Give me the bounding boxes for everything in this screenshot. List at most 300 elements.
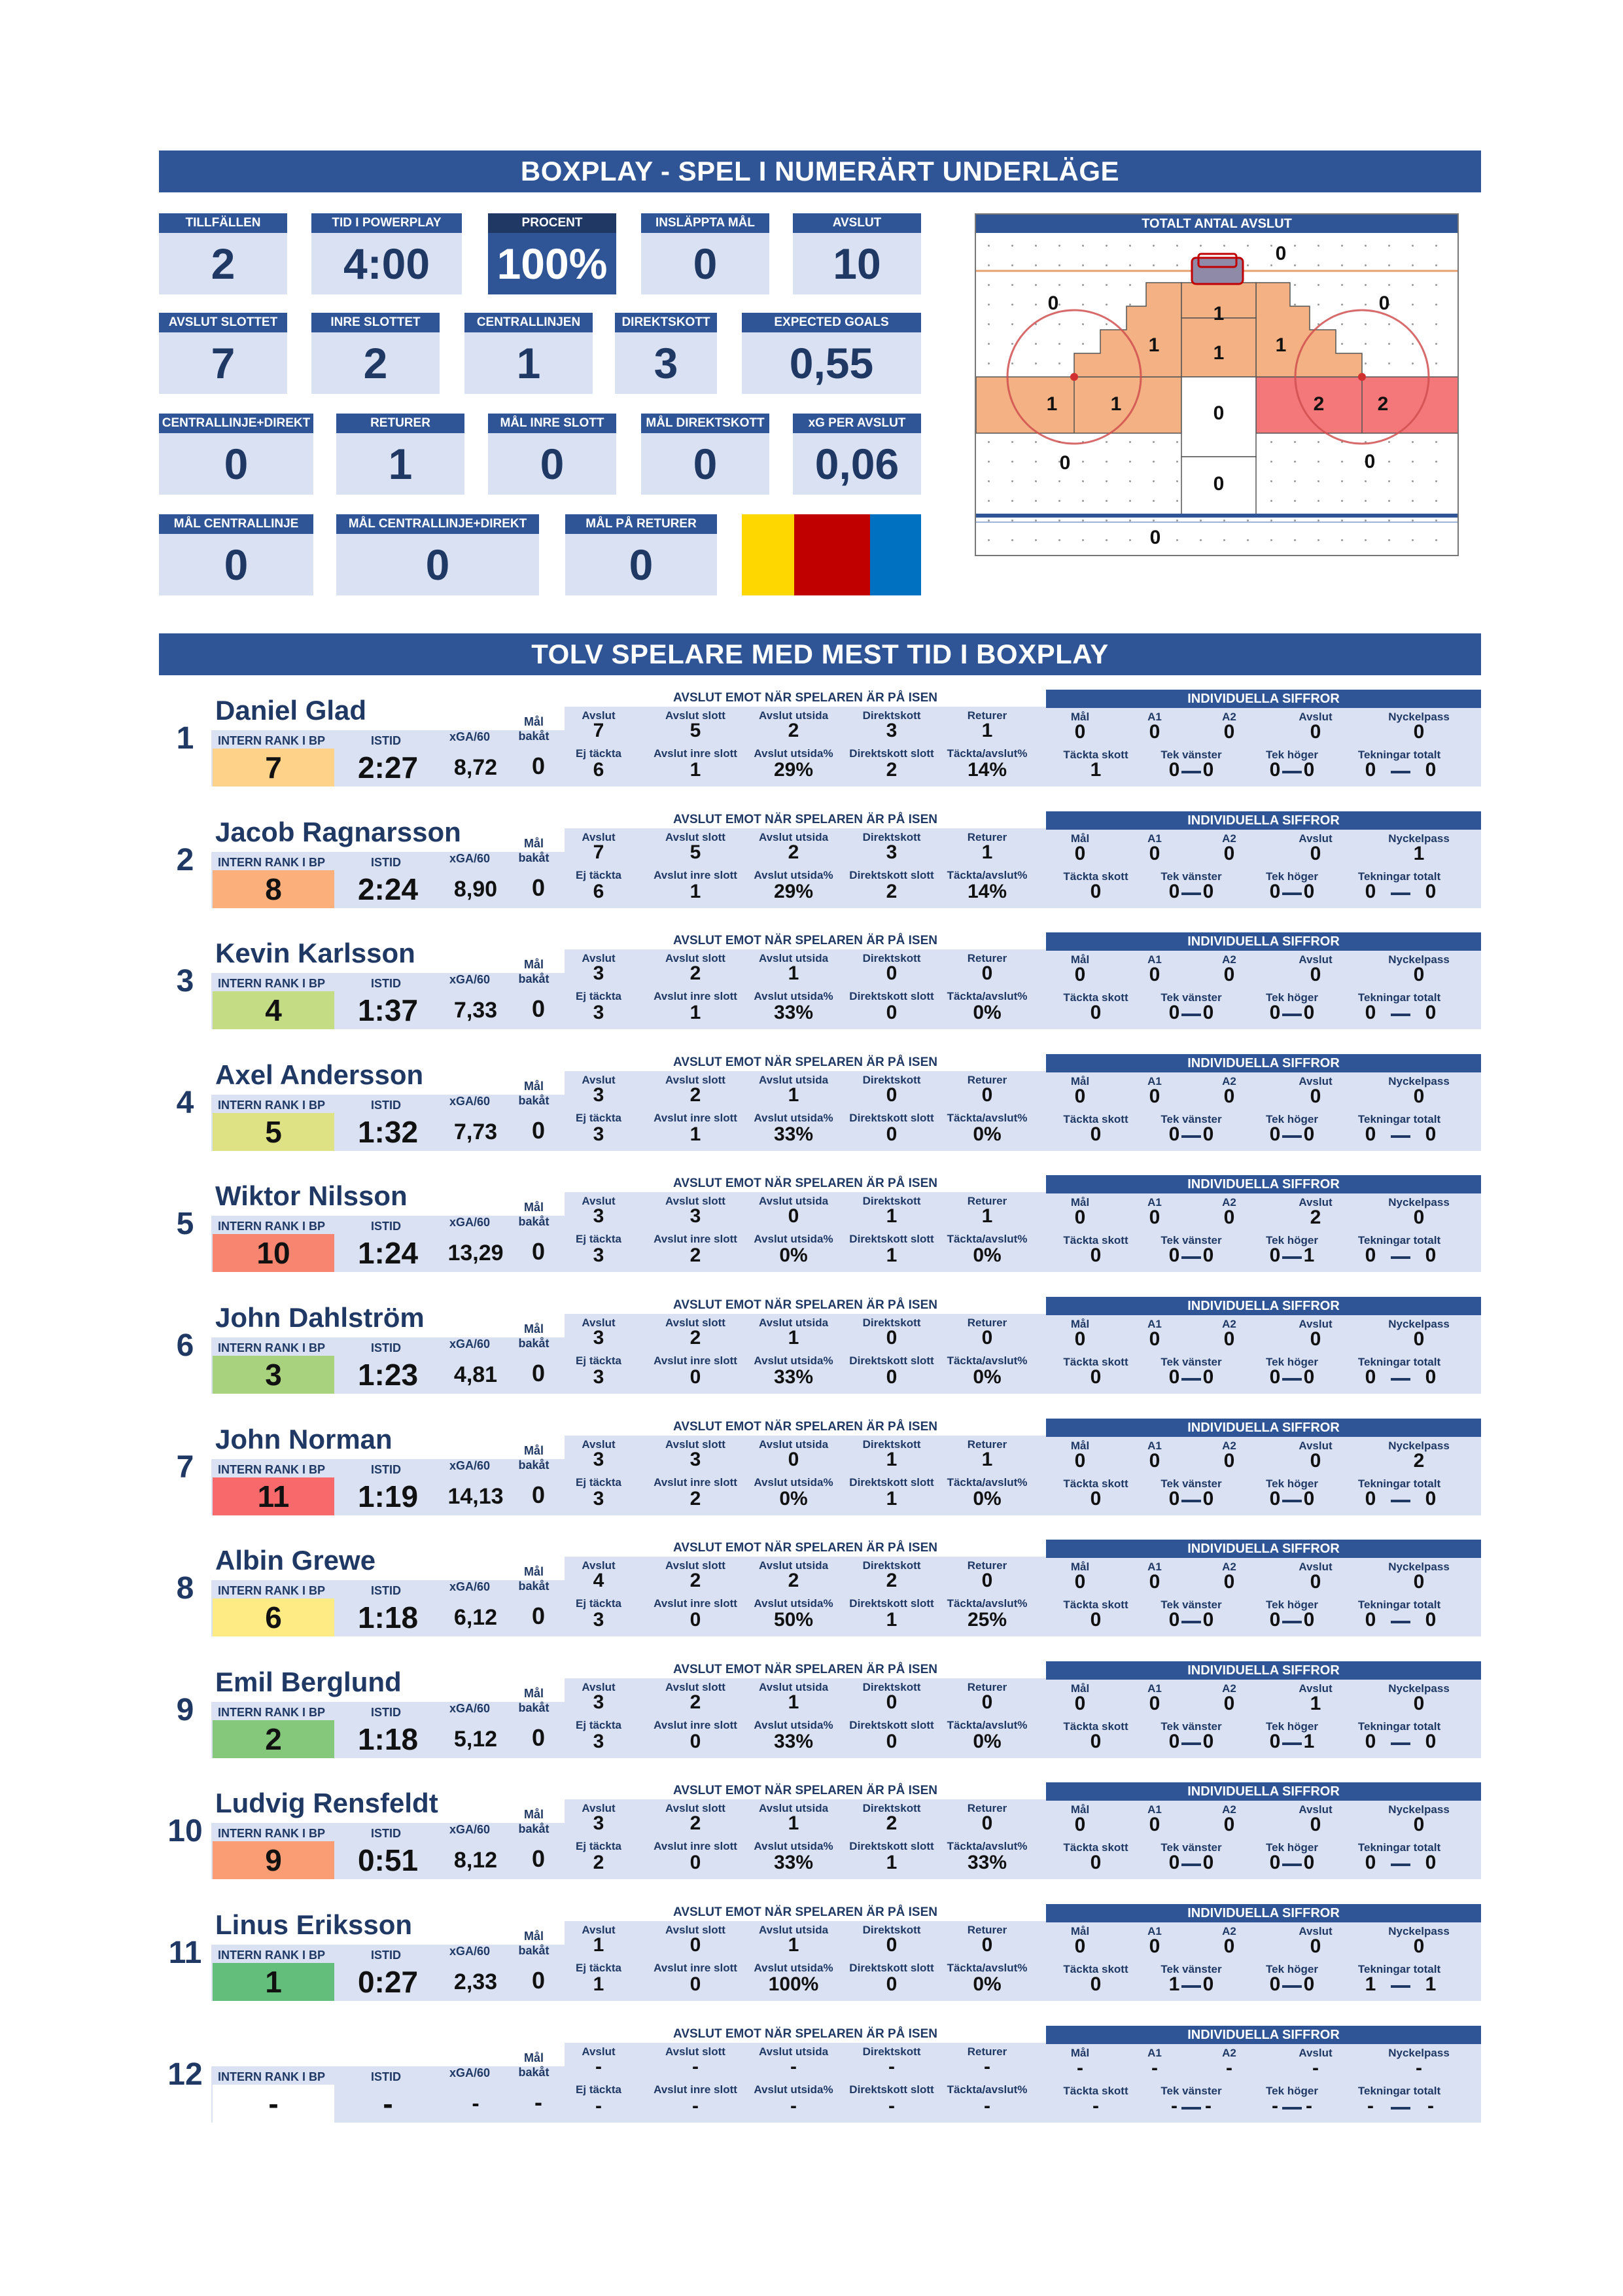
faceoff-dash	[1181, 1135, 1201, 1138]
individual-label: A1	[1147, 1803, 1162, 1816]
individual-value: 0	[1149, 721, 1161, 743]
shots-value: 29%	[773, 881, 814, 902]
faceoff-value: 0	[1365, 1609, 1376, 1631]
faceoff-value: 0	[1269, 1123, 1281, 1145]
faceoff-value: 0	[1425, 1731, 1437, 1752]
shots-label: Ej täckta	[576, 1112, 621, 1124]
zone-slot-center: 1	[1213, 342, 1225, 364]
faceoff-dash	[1391, 1135, 1410, 1138]
faceoff-dash	[1391, 771, 1410, 773]
shots-value: -	[790, 2095, 797, 2117]
shots-label: Täckta/avslut%	[947, 1354, 1028, 1367]
stat-value: 2	[363, 339, 388, 387]
rank-cell: 10	[213, 1234, 334, 1272]
shots-value: 1	[788, 963, 799, 984]
shots-value: 1	[689, 1002, 701, 1023]
individual-value: 0	[1223, 1935, 1235, 1957]
individual-label: Avslut	[1299, 1075, 1333, 1087]
shots-label: Avslut	[582, 709, 616, 722]
xga60-value: -	[472, 2091, 480, 2116]
shots-label: Avslut slott	[665, 2045, 725, 2058]
rink-title: TOTALT ANTAL AVSLUT	[976, 215, 1457, 233]
rank-label: INTERN RANK I BP	[218, 1827, 326, 1840]
shots-value: 2	[886, 1812, 898, 1834]
individual-label: Tek vänster	[1161, 1598, 1222, 1611]
individual-label: Tekningar totalt	[1357, 1598, 1441, 1611]
shots-value: 1	[689, 1123, 701, 1145]
shots-label: Returer	[967, 1559, 1007, 1572]
rank-label: INTERN RANK I BP	[218, 1949, 326, 1962]
individual-box	[1046, 690, 1481, 786]
shots-label: Direktskott	[862, 1195, 921, 1207]
faceoff-value: 0	[1202, 1488, 1214, 1510]
stat-value: 0	[224, 440, 249, 488]
flag-stripe-blue	[870, 514, 921, 595]
shots-label: Direktskott	[862, 831, 921, 843]
shots-value: 33%	[967, 1852, 1007, 1873]
shots-value: 1	[981, 841, 993, 863]
shots-value: 1	[886, 1449, 898, 1470]
tackta-skott-value: 0	[1090, 1852, 1102, 1873]
xga60-value: 13,29	[447, 1241, 504, 1265]
faceoff-value: 0	[1303, 1973, 1315, 1995]
stat-value: 0	[693, 440, 718, 488]
shots-label: Avslut utsida	[758, 709, 829, 722]
shots-value: 0	[886, 1691, 898, 1713]
shots-value: 0	[689, 1973, 701, 1995]
individual-label: A2	[1222, 1803, 1236, 1816]
shots-against-box	[565, 2026, 1046, 2123]
faceoff-value: 0	[1303, 1123, 1315, 1145]
shots-label: Avslut inre slott	[654, 869, 737, 881]
shots-value: 1	[981, 1449, 993, 1470]
shots-label: Täckta/avslut%	[947, 747, 1028, 760]
zone-right-circle-in: 2	[1313, 393, 1325, 415]
shots-value: 0	[689, 1609, 701, 1631]
stat-value: 0	[540, 440, 565, 488]
shots-label: Ej täckta	[576, 1719, 621, 1731]
stat-returer	[336, 414, 464, 495]
istid-label: ISTID	[371, 1949, 402, 1962]
shots-against-box	[565, 1175, 1046, 1272]
player-name: Emil Berglund	[215, 1667, 402, 1697]
individual-label: A1	[1147, 1075, 1162, 1087]
faceoff-value: 0	[1425, 1852, 1437, 1873]
shots-value: -	[790, 2056, 797, 2077]
individual-title: INDIVIDUELLA SIFFROR	[1046, 2026, 1481, 2044]
individual-box	[1046, 1661, 1481, 1758]
shots-label: Avslut utsida%	[754, 1597, 833, 1610]
faceoff-value: 1	[1303, 1731, 1315, 1752]
faceoff-value: 0	[1425, 1123, 1437, 1145]
stat-label: TILLFÄLLEN	[159, 213, 287, 233]
faceoff-value: 0	[1365, 1245, 1376, 1266]
shots-label: Avslut utsida	[758, 1924, 829, 1936]
zone-right-corner: 0	[1378, 292, 1390, 314]
individual-label: Mål	[1070, 1439, 1090, 1452]
individual-value: 0	[1074, 1693, 1086, 1714]
stat-centrallinjen	[464, 313, 593, 394]
shots-against-box	[565, 1540, 1046, 1636]
shots-label: Avslut utsida%	[754, 1840, 833, 1852]
individual-value: 0	[1223, 1086, 1235, 1107]
shots-against-box	[565, 1419, 1046, 1515]
xga60-label: xGA/60	[449, 1702, 491, 1715]
shots-label: Avslut slott	[665, 952, 725, 964]
individual-value: 0	[1413, 1086, 1425, 1107]
istid-label: ISTID	[371, 1220, 402, 1233]
individual-label: Täckta skott	[1063, 1963, 1128, 1975]
stat-tid-powerplay	[311, 213, 462, 294]
shots-value: 7	[593, 720, 604, 741]
individual-label: A2	[1222, 832, 1236, 845]
player-number: 4	[176, 1085, 194, 1120]
shots-label: Avslut slott	[665, 709, 725, 722]
individual-label: Nyckelpass	[1388, 711, 1450, 723]
stat-value: 0	[224, 540, 249, 589]
mal-bakat-label: Mål bakåt	[518, 1687, 550, 1714]
stat-mal-returer	[565, 514, 717, 595]
istid-value: 2:27	[357, 751, 419, 785]
shots-label: Täckta/avslut%	[947, 1112, 1028, 1124]
shots-value: -	[984, 2056, 990, 2077]
individual-label: Tekningar totalt	[1357, 991, 1441, 1004]
istid-label: ISTID	[371, 977, 402, 990]
individual-label: Täckta skott	[1063, 870, 1128, 883]
faceoff-value: 0	[1425, 1488, 1437, 1510]
stat-value: 10	[833, 239, 881, 288]
shots-value: 2	[788, 720, 799, 741]
mal-bakat-label: Mål bakåt	[518, 837, 550, 864]
shots-label: Returer	[967, 709, 1007, 722]
shots-label: Ej täckta	[576, 1597, 621, 1610]
individual-value: 0	[1149, 1328, 1161, 1350]
shots-label: Direktskott	[862, 1681, 921, 1693]
rank-label: INTERN RANK I BP	[218, 1220, 326, 1233]
istid-value: 1:24	[357, 1236, 419, 1270]
shots-label: Avslut inre slott	[654, 1354, 737, 1367]
tackta-skott-value: 0	[1090, 1973, 1102, 1995]
stat-value: 4:00	[343, 239, 430, 288]
individual-title: INDIVIDUELLA SIFFROR	[1046, 1297, 1481, 1315]
faceoff-dash	[1282, 1985, 1302, 1988]
faceoff-dash	[1181, 1378, 1201, 1381]
istid-label: ISTID	[371, 1463, 402, 1476]
shots-against-title: AVSLUT EMOT NÄR SPELAREN ÄR PÅ ISEN	[565, 1540, 1046, 1557]
shots-label: Avslut utsida	[758, 1681, 829, 1693]
shots-label: Avslut slott	[665, 1924, 725, 1936]
shots-value: 1	[788, 1327, 799, 1349]
faceoff-value: 0	[1303, 881, 1315, 902]
player-name: John Norman	[215, 1424, 393, 1455]
shots-value: 3	[689, 1205, 701, 1227]
player-number: 12	[167, 2057, 203, 2092]
player-number: 3	[176, 963, 194, 998]
individual-label: Tekningar totalt	[1357, 1841, 1441, 1854]
stat-mal-centrallinje-direkt	[336, 514, 539, 595]
individual-label: A2	[1222, 953, 1236, 966]
shots-label: Avslut utsida%	[754, 1962, 833, 1974]
mal-bakat-value: 0	[531, 1602, 546, 1629]
individual-value: 1	[1413, 843, 1425, 864]
shots-value: 0%	[973, 1973, 1002, 1995]
faceoff-dash	[1391, 1256, 1410, 1259]
shots-value: 1	[886, 1488, 898, 1510]
shots-value: 0	[689, 1934, 701, 1956]
stat-label: MÅL DIREKTSKOTT	[641, 414, 769, 433]
shots-value: 5	[689, 841, 701, 863]
shots-label: Avslut utsida%	[754, 1233, 833, 1245]
stat-value: 0	[693, 239, 718, 288]
zone-left-point: 0	[1059, 452, 1071, 474]
faceoff-value: 1	[1365, 1973, 1376, 1995]
shots-value: 2	[689, 1570, 701, 1591]
faceoff-value: 0	[1168, 1731, 1180, 1752]
xga60-label: xGA/60	[449, 730, 491, 743]
tackta-skott-value: 0	[1090, 1731, 1102, 1752]
mal-bakat-value: 0	[531, 1724, 546, 1751]
shots-label: Avslut utsida%	[754, 990, 833, 1002]
individual-value: -	[1226, 2057, 1232, 2079]
faceoff-dash	[1391, 892, 1410, 895]
individual-label: A1	[1147, 832, 1162, 845]
individual-title: INDIVIDUELLA SIFFROR	[1046, 1782, 1481, 1801]
shots-value: 0	[886, 963, 898, 984]
faceoff-value: 0	[1168, 1123, 1180, 1145]
shots-value: 0%	[973, 1123, 1002, 1145]
shots-label: Avslut	[582, 1681, 616, 1693]
individual-label: A1	[1147, 1196, 1162, 1209]
shots-value: 0%	[973, 1731, 1002, 1752]
faceoff-value: 0	[1202, 1973, 1214, 1995]
individual-label: Avslut	[1299, 2047, 1333, 2059]
faceoff-value: 0	[1303, 1488, 1315, 1510]
stat-label: MÅL CENTRALLINJE	[159, 514, 313, 534]
rank-cell: 11	[213, 1477, 334, 1515]
shots-value: 1	[886, 1852, 898, 1873]
shots-value: 33%	[773, 1852, 814, 1873]
shots-value: 0	[981, 963, 993, 984]
shots-value: 0	[886, 1084, 898, 1106]
faceoff-dash	[1181, 1500, 1201, 1502]
individual-label: Nyckelpass	[1388, 832, 1450, 845]
faceoff-value: 0	[1303, 1609, 1315, 1631]
shots-value: 1	[788, 1084, 799, 1106]
mal-bakat-value: 0	[531, 1481, 546, 1508]
shots-value: 1	[886, 1245, 898, 1266]
tackta-skott-value: 0	[1090, 1609, 1102, 1631]
faceoff-value: 0	[1269, 1973, 1281, 1995]
faceoff-value: 0	[1168, 1002, 1180, 1023]
individual-label: Avslut	[1299, 832, 1333, 845]
individual-value: 0	[1074, 1207, 1086, 1228]
shots-against-title: AVSLUT EMOT NÄR SPELAREN ÄR PÅ ISEN	[565, 690, 1046, 707]
shots-value: 0	[886, 1973, 898, 1995]
istid-label: ISTID	[371, 1584, 402, 1597]
shots-label: Avslut	[582, 2045, 616, 2058]
faceoff-value: 0	[1202, 1731, 1214, 1752]
shots-label: Täckta/avslut%	[947, 869, 1028, 881]
shots-label: Avslut slott	[665, 1316, 725, 1329]
shots-value: 0%	[973, 1245, 1002, 1266]
xga60-value: 7,33	[453, 998, 498, 1023]
individual-label: Avslut	[1299, 1803, 1333, 1816]
individual-value: 0	[1074, 1086, 1086, 1107]
individual-value: 0	[1413, 964, 1425, 985]
individual-label: Mål	[1070, 711, 1090, 723]
stat-value: 0	[629, 540, 654, 589]
individual-value: 0	[1074, 1328, 1086, 1350]
tackta-skott-value: 1	[1090, 759, 1102, 781]
individual-title: INDIVIDUELLA SIFFROR	[1046, 1175, 1481, 1193]
stat-xg-per-avslut	[793, 414, 921, 495]
shots-label: Ej täckta	[576, 1476, 621, 1489]
shots-value: 0%	[779, 1245, 808, 1266]
faceoff-dash	[1282, 1135, 1302, 1138]
shots-value: 3	[886, 720, 898, 741]
flag-stripe-yellow	[742, 514, 794, 595]
individual-value: 0	[1149, 1935, 1161, 1957]
individual-label: A1	[1147, 1682, 1162, 1695]
shots-label: Avslut inre slott	[654, 2083, 737, 2096]
individual-label: Tek vänster	[1161, 1841, 1222, 1854]
shots-label: Avslut	[582, 1438, 616, 1451]
faceoff-dash	[1391, 1500, 1410, 1502]
shots-value: 1	[981, 720, 993, 741]
xga60-label: xGA/60	[449, 1823, 491, 1836]
shots-value: 0	[981, 1327, 993, 1349]
xga60-label: xGA/60	[449, 852, 491, 865]
xga60-label: xGA/60	[449, 1216, 491, 1229]
stat-mal-centrallinje	[159, 514, 313, 595]
shots-against-title: AVSLUT EMOT NÄR SPELAREN ÄR PÅ ISEN	[565, 932, 1046, 949]
individual-value: 0	[1074, 1814, 1086, 1835]
mal-bakat-value: 0	[531, 874, 546, 901]
shots-value: 0	[981, 1691, 993, 1713]
faceoff-dash	[1282, 1256, 1302, 1259]
rank-label: INTERN RANK I BP	[218, 977, 326, 990]
shots-value: 3	[593, 1691, 604, 1713]
individual-value: 0	[1223, 721, 1235, 743]
individual-value: 0	[1310, 1571, 1321, 1593]
individual-box	[1046, 1782, 1481, 1879]
shots-value: 6	[593, 881, 604, 902]
shots-label: Avslut utsida%	[754, 1476, 833, 1489]
faceoff-dash	[1391, 1621, 1410, 1623]
shots-label: Täckta/avslut%	[947, 1840, 1028, 1852]
faceoff-value: 0	[1168, 1245, 1180, 1266]
shots-label: Avslut utsida	[758, 952, 829, 964]
individual-label: Tekningar totalt	[1357, 1234, 1441, 1246]
individual-value: -	[1416, 2057, 1422, 2079]
faceoff-value: -	[1171, 2095, 1178, 2117]
faceoff-value: 0	[1303, 1002, 1315, 1023]
shots-value: 0%	[973, 1366, 1002, 1388]
player-row	[159, 1782, 1481, 1879]
xga60-label: xGA/60	[449, 973, 491, 986]
shots-label: Direktskott slott	[849, 1597, 934, 1610]
individual-value: 0	[1413, 1207, 1425, 1228]
shots-label: Avslut utsida	[758, 1316, 829, 1329]
faceoff-dash	[1181, 1742, 1201, 1745]
player-row	[159, 1661, 1481, 1758]
shots-value: 2	[689, 963, 701, 984]
individual-value: 0	[1074, 1450, 1086, 1472]
individual-value: 0	[1149, 843, 1161, 864]
player-name: Linus Eriksson	[215, 1909, 413, 1940]
shots-value: 1	[788, 1934, 799, 1956]
individual-label: Mål	[1070, 1682, 1090, 1695]
shots-value: 33%	[773, 1731, 814, 1752]
stat-label: INRE SLOTTET	[311, 313, 440, 332]
individual-value: 0	[1310, 1935, 1321, 1957]
shots-value: 0	[886, 1123, 898, 1145]
faceoff-dash	[1282, 1014, 1302, 1016]
individual-box	[1046, 811, 1481, 908]
faceoff-dash	[1391, 2107, 1410, 2110]
individual-value: 2	[1310, 1207, 1321, 1228]
faceoff-value: 0	[1168, 1366, 1180, 1388]
rank-cell: 2	[213, 1720, 334, 1758]
shots-value: 1	[593, 1973, 604, 1995]
shots-value: -	[888, 2056, 895, 2077]
faceoff-value: -	[1272, 2095, 1278, 2117]
shots-label: Ej täckta	[576, 1354, 621, 1367]
individual-label: A2	[1222, 1196, 1236, 1209]
player-row	[159, 1054, 1481, 1151]
tackta-skott-value: 0	[1090, 1366, 1102, 1388]
stat-label: RETURER	[336, 414, 464, 433]
faceoff-value: 0	[1202, 881, 1214, 902]
shots-label: Avslut slott	[665, 1681, 725, 1693]
shots-label: Täckta/avslut%	[947, 990, 1028, 1002]
individual-value: 0	[1413, 1328, 1425, 1350]
mal-bakat-value: 0	[531, 1117, 546, 1144]
shots-value: 0	[981, 1570, 993, 1591]
xga60-label: xGA/60	[449, 1459, 491, 1472]
shots-label: Ej täckta	[576, 869, 621, 881]
mal-bakat-value: 0	[531, 1360, 546, 1386]
individual-label: Täckta skott	[1063, 1356, 1128, 1368]
shots-label: Avslut	[582, 1195, 616, 1207]
player-number: 11	[168, 1935, 202, 1970]
shots-label: Avslut slott	[665, 1438, 725, 1451]
shots-value: 1	[689, 881, 701, 902]
individual-value: 0	[1223, 1693, 1235, 1714]
mal-bakat-label: Mål bakåt	[518, 1444, 550, 1472]
individual-value: 0	[1074, 964, 1086, 985]
shots-label: Direktskott	[862, 952, 921, 964]
shots-value: 3	[593, 1488, 604, 1510]
individual-box	[1046, 1540, 1481, 1636]
shots-label: Täckta/avslut%	[947, 1233, 1028, 1245]
xga60-value: 14,13	[447, 1484, 504, 1509]
player-name: Daniel Glad	[215, 695, 367, 726]
individual-label: Mål	[1070, 1803, 1090, 1816]
shots-label: Avslut utsida	[758, 1074, 829, 1086]
individual-label: Tek höger	[1266, 1720, 1318, 1733]
player-name: Wiktor Nilsson	[215, 1180, 408, 1211]
individual-box	[1046, 1904, 1481, 2001]
individual-label: Tek vänster	[1161, 1963, 1222, 1975]
shots-against-title: AVSLUT EMOT NÄR SPELAREN ÄR PÅ ISEN	[565, 811, 1046, 828]
player-name: John Dahlström	[215, 1302, 425, 1333]
shots-value: 0%	[973, 1488, 1002, 1510]
shots-label: Täckta/avslut%	[947, 1476, 1028, 1489]
faceoff-value: 0	[1202, 1609, 1214, 1631]
faceoff-value: 0	[1425, 1366, 1437, 1388]
faceoff-dash	[1181, 1863, 1201, 1866]
